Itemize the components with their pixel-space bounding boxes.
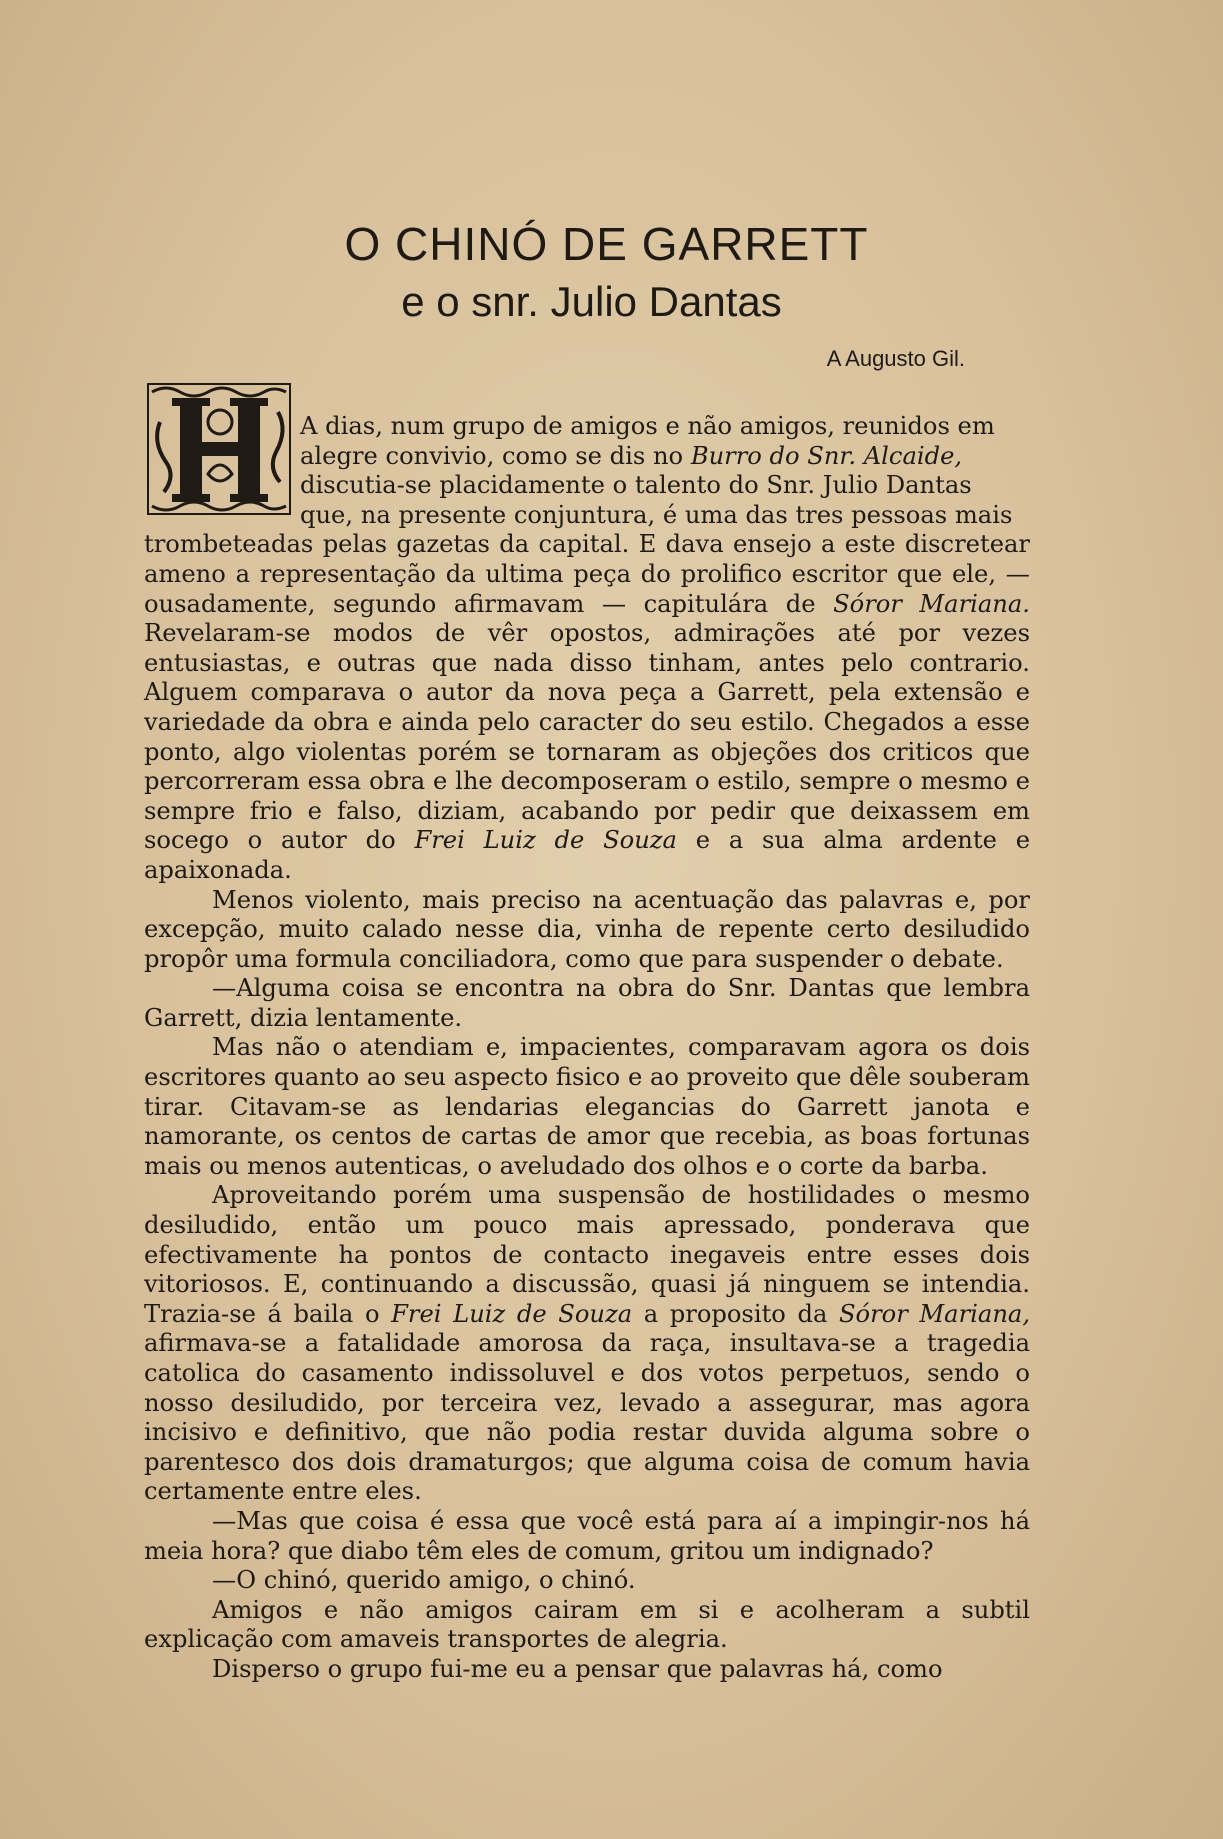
dedication: A Augusto Gil. (826, 346, 965, 371)
title-line-2: e o snr. Julio Dantas (401, 278, 782, 325)
italic-title: Burro do Snr. Alcaide, (690, 441, 963, 470)
title-line-1: O CHINÓ DE GARRETT (344, 218, 869, 270)
paragraph-6: —Mas que coisa é essa que você está para aí a impingir-nos há meia hora? que diabo têm eles de comum, gritou um indignado? (144, 1506, 1030, 1565)
italic-title: Sóror Mariana, (838, 1299, 1031, 1328)
italic-title: Frei Luiz de Souza (414, 826, 677, 855)
paragraph-1-opening (144, 412, 1030, 530)
paragraph-9: Disperso o grupo fui-me eu a pensar que palavras há, como (212, 1654, 943, 1683)
paragraph-5: Aproveitando porém uma suspensão de hostilidades o mesmo desiludido, então um pouco mais apressado, ponderava que efectivamente ha pontos de contacto inegaveis entre esses dois vitoriosos. E, continuando a discussão, quasi já ninguem se intendia. Trazia-se á baila o Frei Luiz de Souza a proposito da Sóror Mariana, afirmava-se a fatalidade amorosa da raça, insultava-se a tragedia catolica do casamento indissoluvel e dos votos perpetuos, sendo o nosso desiludido, por terceira vez, levado a assegurar, mas agora incisivo e definitivo, que não podia restar duvida alguma sobre o parentesco dos dois dramaturgos; que alguma coisa de comum havia certamente entre eles. (144, 1181, 1031, 1506)
paragraph-1-rest: trombeteadas pelas gazetas da capital. E dava ensejo a este discretear ameno a representação da ultima peça do prolifico escritor que ele, — ousadamente, segundo afirmavam — capitulára de Sóror Mariana. Revelaram-se modos de vêr opostos, admirações até por vezes entusiastas, e outras que nada disso tinham, antes pelo contrario. Alguem comparava o autor da nova peça a Garrett, pela extensão e variedade da obra e ainda pelo caracter do seu estilo. Chegados a esse ponto, algo violentas porém se tornaram as objeções dos criticos que percorreram essa obra e lhe decomposeram o estilo, sempre o mesmo e sempre frio e falso, diziam, acabando por pedir que deixassem em socego o autor do Frei Luiz de Souza e a sua alma ardente e apaixonada. (144, 530, 1031, 884)
text-line: alegre convivio, como se dis no Burro do Snr. Alcaide, (300, 441, 963, 470)
article-body (144, 412, 1030, 1685)
paragraph-8: Amigos e não amigos cairam em si e acolheram a subtil explicação com amaveis transportes de alegria. (144, 1595, 1030, 1654)
text-line: A dias, num grupo de amigos e não amigos, reunidos em (300, 412, 995, 440)
paragraph-4: Mas não o atendiam e, impacientes, comparavam agora os dois escritores quanto ao seu aspecto fisico e ao proveito que dêle souberam tirar. Citavam-se as lendarias elegancias do Garrett janota e namorante, os centos de cartas de amor que recebia, as boas fortunas mais ou menos autenticas, o aveludado dos olhos e o corte da barba. (144, 1033, 1030, 1180)
text-line: que, na presente conjuntura, é uma das tres pessoas mais (300, 500, 1013, 529)
italic-title: Sóror Mariana. (833, 589, 1030, 618)
paragraph-7: —O chinó, querido amigo, o chinó. (212, 1566, 636, 1595)
paragraph-2: Menos violento, mais preciso na acentuação das palavras e, por excepção, muito calado nesse dia, vinha de repente certo desiludido propôr uma formula conciliadora, como que para suspender o debate. (144, 885, 1030, 973)
article-title (0, 215, 1223, 331)
paragraph-3: —Alguma coisa se encontra na obra do Snr. Dantas que lembra Garrett, dizia lentamente. (144, 974, 1030, 1032)
italic-title: Frei Luiz de Souza (391, 1299, 633, 1328)
text-line: discutia-se placidamente o talento do Snr. Julio Dantas (300, 471, 972, 500)
